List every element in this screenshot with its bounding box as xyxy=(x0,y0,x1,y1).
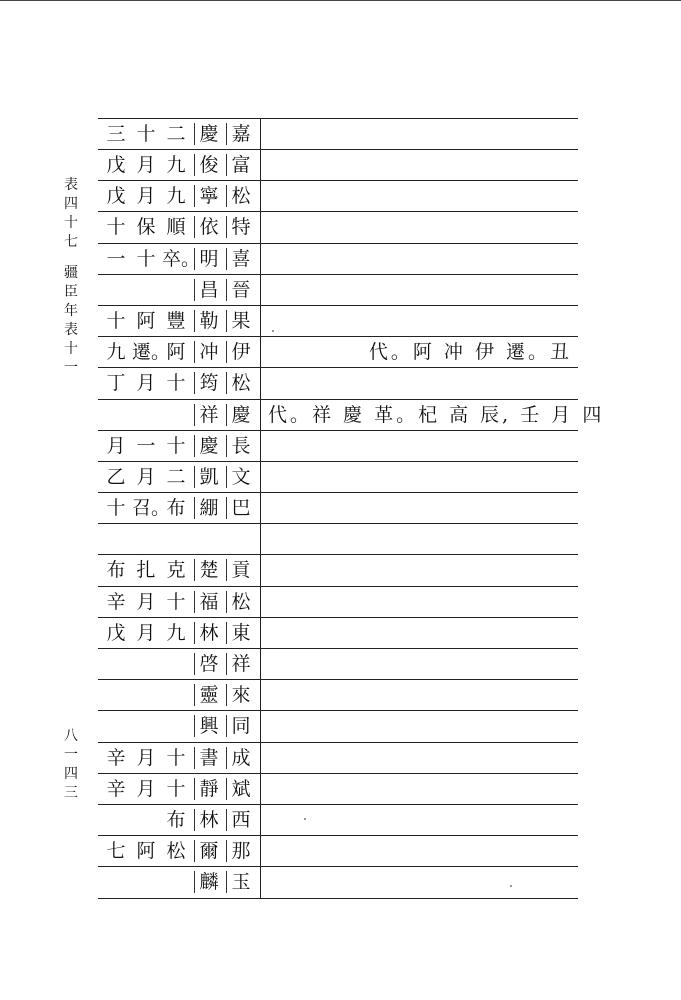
name-char: 二 xyxy=(166,123,186,145)
record-text: 代。阿 冲 伊 遷。丑 xyxy=(368,341,572,364)
name-char: 月 xyxy=(136,777,156,800)
name-char: 那 xyxy=(226,840,255,862)
name-cell xyxy=(98,649,258,679)
name-char: 勒 xyxy=(194,310,223,332)
name-char: 布 xyxy=(106,559,126,582)
table-row xyxy=(98,649,578,680)
name-char: 松 xyxy=(166,840,186,863)
column-divider xyxy=(260,462,261,492)
column-divider xyxy=(260,150,261,180)
column-divider xyxy=(260,805,261,835)
record-cell xyxy=(268,774,572,804)
table-row xyxy=(98,337,578,368)
table-row xyxy=(98,431,578,462)
column-divider xyxy=(260,368,261,398)
table-row xyxy=(98,368,578,399)
scan-speck xyxy=(272,330,274,332)
record-cell xyxy=(268,212,572,242)
table-row xyxy=(98,524,578,555)
name-char: 筠 xyxy=(194,372,223,394)
name-char: 十 xyxy=(106,497,126,520)
name-char: 福 xyxy=(194,591,223,613)
name-char: 十 xyxy=(166,372,186,395)
name-char: 豐 xyxy=(166,309,186,332)
name-char: 祥 xyxy=(226,653,255,675)
page-number-char: 一 xyxy=(64,747,78,763)
record-cell xyxy=(268,400,605,430)
record-cell xyxy=(268,649,572,679)
record-cell xyxy=(268,555,572,585)
table-row xyxy=(98,774,578,805)
name-cell xyxy=(98,181,258,211)
name-char: 富 xyxy=(226,154,255,176)
name-char: 寧 xyxy=(194,185,223,207)
table-row xyxy=(98,150,578,181)
table-row xyxy=(98,618,578,649)
name-char: 啓 xyxy=(194,653,223,675)
name-char: 祥 xyxy=(194,404,223,426)
name-char: 興 xyxy=(194,715,223,737)
column-divider xyxy=(260,555,261,585)
record-cell xyxy=(268,462,572,492)
name-char: 七 xyxy=(106,840,126,863)
name-char: 十 xyxy=(166,590,186,613)
record-cell xyxy=(268,431,572,461)
scan-speck xyxy=(304,818,306,820)
record-cell xyxy=(268,524,572,554)
name-char: 麟 xyxy=(194,871,223,893)
name-cell xyxy=(98,368,258,398)
table-row xyxy=(98,181,578,212)
name-char: 來 xyxy=(226,684,255,706)
name-char: 月 xyxy=(136,465,156,488)
name-char: 二 xyxy=(166,465,186,488)
name-char: 林 xyxy=(194,622,223,644)
name-char: 林 xyxy=(194,809,223,831)
column-divider xyxy=(260,524,261,554)
name-char: 遷。 xyxy=(132,341,171,364)
column-divider xyxy=(260,181,261,211)
name-cell xyxy=(98,587,258,617)
table-row xyxy=(98,836,578,867)
name-cell xyxy=(98,555,258,585)
name-char: 西 xyxy=(226,809,255,831)
name-char: 晉 xyxy=(226,279,255,301)
name-char: 保 xyxy=(136,216,156,239)
name-char: 阿 xyxy=(136,840,156,863)
margin-title-char: 四 xyxy=(64,196,78,212)
name-cell xyxy=(98,836,258,866)
name-char: 長 xyxy=(226,435,255,457)
name-char: 綳 xyxy=(194,497,223,519)
margin-title-char xyxy=(60,252,82,264)
name-char: 書 xyxy=(194,747,223,769)
record-cell xyxy=(268,493,572,523)
name-cell xyxy=(98,524,258,554)
name-char: 召。 xyxy=(132,497,171,520)
record-cell xyxy=(268,150,572,180)
name-char: 戊 xyxy=(106,185,126,208)
column-divider xyxy=(260,306,261,336)
table-row xyxy=(98,400,605,431)
record-cell xyxy=(268,805,572,835)
table-row xyxy=(98,493,578,524)
name-char: 九 xyxy=(166,185,186,208)
column-divider xyxy=(260,275,261,305)
name-cell xyxy=(98,867,258,897)
record-cell xyxy=(268,244,572,274)
page-number xyxy=(60,727,82,803)
name-char: 九 xyxy=(106,341,126,364)
column-divider xyxy=(260,212,261,242)
page-number-char: 八 xyxy=(64,728,78,744)
name-char: 卒。 xyxy=(162,247,201,270)
name-char: 九 xyxy=(166,621,186,644)
table-row xyxy=(98,212,578,243)
name-char: 松 xyxy=(226,185,255,207)
column-divider xyxy=(260,400,261,430)
table-row xyxy=(98,743,578,774)
table-row xyxy=(98,462,578,493)
record-cell xyxy=(268,711,572,741)
name-cell xyxy=(98,462,258,492)
margin-title-char: 十 xyxy=(64,215,78,231)
column-divider xyxy=(260,711,261,741)
record-cell xyxy=(268,618,572,648)
name-char: 特 xyxy=(226,216,255,238)
name-cell xyxy=(98,212,258,242)
margin-title-char: 十 xyxy=(64,341,78,357)
name-char: 順 xyxy=(166,216,186,239)
name-char: 扎 xyxy=(136,559,156,582)
record-text: 代。祥 慶 革。杞 高 辰, 壬 月 四 xyxy=(268,403,605,426)
name-char: 楚 xyxy=(194,559,223,581)
name-char: 十 xyxy=(166,434,186,457)
name-char: 阿 xyxy=(166,341,186,364)
name-char: 布 xyxy=(166,808,186,831)
record-cell xyxy=(268,680,572,710)
name-char: 十 xyxy=(136,123,156,145)
annals-table xyxy=(98,118,605,899)
record-cell xyxy=(268,119,572,149)
name-char: 三 xyxy=(106,123,126,145)
name-char: 布 xyxy=(166,497,186,520)
column-divider xyxy=(260,337,261,367)
name-char: 辛 xyxy=(106,590,126,613)
name-char: 十 xyxy=(166,777,186,800)
name-char: 阿 xyxy=(136,309,156,332)
name-cell xyxy=(98,275,258,305)
name-cell xyxy=(98,400,258,430)
record-cell xyxy=(268,306,572,336)
margin-title-char: 表 xyxy=(64,322,78,338)
margin-title-char: 年 xyxy=(64,303,78,319)
scan-speck xyxy=(510,885,512,887)
name-char: 昌 xyxy=(194,279,223,301)
column-divider xyxy=(260,587,261,617)
name-char: 貢 xyxy=(226,559,255,581)
record-cell xyxy=(268,275,572,305)
name-char: 同 xyxy=(226,715,255,737)
name-cell xyxy=(98,680,258,710)
margin-title-char: 一 xyxy=(64,360,78,376)
margin-title-char: 臣 xyxy=(64,284,78,300)
name-char: 慶 xyxy=(194,435,223,457)
name-cell xyxy=(98,244,258,274)
name-char: 巴 xyxy=(226,497,255,519)
column-divider xyxy=(260,743,261,773)
name-char: 松 xyxy=(226,372,255,394)
name-char: 靜 xyxy=(194,778,223,800)
page-number-char: 四 xyxy=(64,766,78,782)
name-char: 月 xyxy=(136,185,156,208)
table-row xyxy=(98,711,578,742)
name-char: 俊 xyxy=(194,154,223,176)
column-divider xyxy=(260,649,261,679)
name-char: 果 xyxy=(226,310,255,332)
name-char: 十 xyxy=(166,746,186,769)
name-char: 東 xyxy=(226,622,255,644)
table-row xyxy=(98,244,578,275)
name-char: 明 xyxy=(194,248,223,270)
name-char: 辛 xyxy=(106,746,126,769)
name-char: 玉 xyxy=(226,871,255,893)
name-char: 丁 xyxy=(106,372,126,395)
name-char: 月 xyxy=(136,621,156,644)
name-char: 一 xyxy=(136,434,156,457)
name-char: 嘉 xyxy=(226,123,255,145)
table-row xyxy=(98,587,578,618)
name-cell xyxy=(98,119,258,149)
table-row xyxy=(98,805,578,836)
name-cell xyxy=(98,805,258,835)
name-char: 冲 xyxy=(194,341,223,363)
column-divider xyxy=(260,867,261,897)
page-number-char: 三 xyxy=(64,785,78,801)
name-char: 月 xyxy=(136,372,156,395)
record-cell xyxy=(268,867,572,897)
name-char: 一 xyxy=(106,247,126,270)
name-char: 靈 xyxy=(194,684,223,706)
name-char: 依 xyxy=(194,216,223,238)
name-char: 爾 xyxy=(194,840,223,862)
name-char: 松 xyxy=(226,591,255,613)
name-char: 伊 xyxy=(226,341,255,363)
name-char: 文 xyxy=(226,466,255,488)
name-char: 戊 xyxy=(106,154,126,176)
top-rule xyxy=(0,0,681,1)
column-divider xyxy=(260,836,261,866)
table-row xyxy=(98,555,578,586)
name-cell xyxy=(98,493,258,523)
column-divider xyxy=(260,618,261,648)
table-row xyxy=(98,118,578,150)
name-char: 斌 xyxy=(226,778,255,800)
name-char: 月 xyxy=(106,434,126,457)
record-cell xyxy=(268,836,572,866)
name-char: 九 xyxy=(166,154,186,176)
column-divider xyxy=(260,431,261,461)
name-char: 克 xyxy=(166,559,186,582)
name-char: 十 xyxy=(106,309,126,332)
record-cell xyxy=(268,368,572,398)
name-char: 十 xyxy=(106,216,126,239)
record-cell xyxy=(268,743,572,773)
name-char: 喜 xyxy=(226,248,255,270)
record-cell xyxy=(268,587,572,617)
name-cell xyxy=(98,618,258,648)
column-divider xyxy=(260,774,261,804)
name-char: 辛 xyxy=(106,777,126,800)
column-divider xyxy=(260,244,261,274)
name-cell xyxy=(98,150,258,180)
table-row xyxy=(98,867,578,898)
name-char: 十 xyxy=(136,247,156,270)
name-cell xyxy=(98,711,258,741)
table-row xyxy=(98,306,578,337)
name-char: 戊 xyxy=(106,621,126,644)
name-char: 慶 xyxy=(194,123,223,145)
name-cell xyxy=(98,431,258,461)
name-cell xyxy=(98,743,258,773)
margin-title xyxy=(60,176,82,378)
name-char: 慶 xyxy=(226,404,255,426)
name-cell xyxy=(98,337,258,367)
record-cell xyxy=(268,337,572,367)
name-char: 月 xyxy=(136,154,156,176)
column-divider xyxy=(260,119,261,149)
name-char: 成 xyxy=(226,747,255,769)
table-row xyxy=(98,275,578,306)
name-char: 凱 xyxy=(194,466,223,488)
margin-title-char: 七 xyxy=(64,234,78,250)
name-cell xyxy=(98,306,258,336)
margin-title-char: 表 xyxy=(64,177,78,193)
margin-title-char: 疆 xyxy=(64,265,78,281)
column-divider xyxy=(260,493,261,523)
name-char: 月 xyxy=(136,590,156,613)
table-row xyxy=(98,680,578,711)
column-divider xyxy=(260,680,261,710)
name-char: 乙 xyxy=(106,465,126,488)
name-char: 月 xyxy=(136,746,156,769)
name-cell xyxy=(98,774,258,804)
record-cell xyxy=(268,181,572,211)
